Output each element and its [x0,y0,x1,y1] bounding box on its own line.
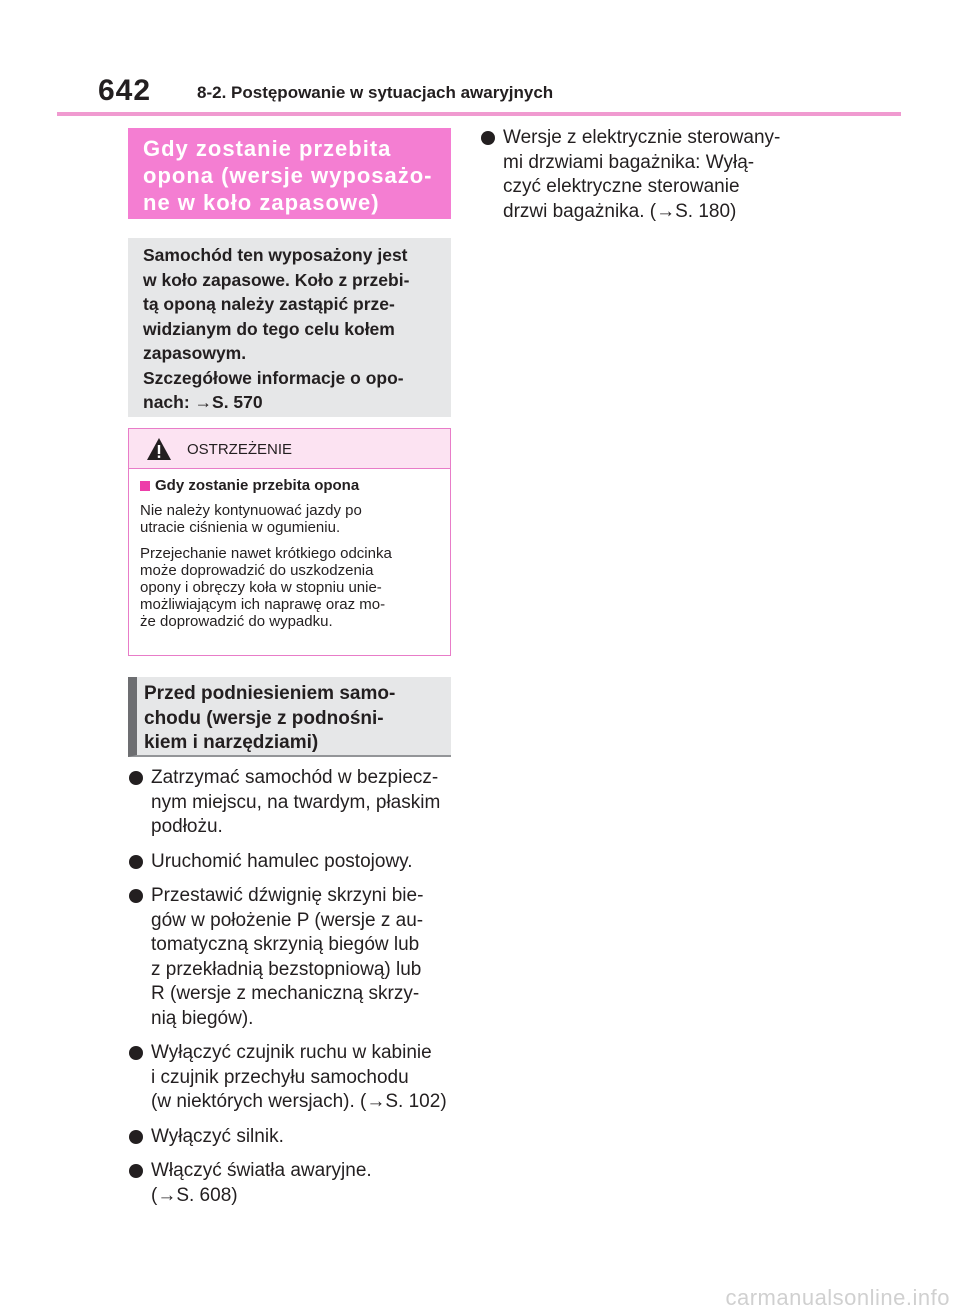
right-steps-list [480,126,840,234]
list-item [128,1041,458,1115]
list-item [128,884,458,1031]
bullet-icon [129,1046,143,1060]
chapter-title: 8-2. Postępowanie w sytuacjach awaryjnych [197,83,554,102]
section-heading-lifting: Przed podniesieniem samo- chodu (wersje z podnośni- kiem i narzędziami) [128,677,451,757]
warning-paragraph: Nie należy kontynuować jazdy po utracie ciśnienia w ogumieniu. [140,502,362,536]
warning-title: OSTRZEŻENIE [187,441,293,458]
list-item-text: Wyłączyć silnik. [151,1125,284,1147]
bullet-icon [481,131,495,145]
list-item [480,126,840,224]
header-divider [57,112,901,116]
bullet-icon [129,1130,143,1144]
square-bullet-icon [140,481,150,491]
bullet-icon [129,889,143,903]
section-heading-spare-wheel: Gdy zostanie przebita opona (wersje wyposażo- ne w koło zapasowe) [128,128,451,219]
warning-subtitle-text: Gdy zostanie przebita opona [155,477,360,494]
list-item [128,1159,458,1208]
list-item [128,766,458,840]
list-item-text: Przestawić dźwignię skrzyni bie- gów w położenie P (wersje z au- tomatyczną skrzynią biegów lub z przekładnią bezstopniową) lub R (wersje z mechaniczną skrzy- nią biegów). [151,885,424,1029]
list-item-text: Wersje z elektrycznie sterowany- mi drzwiami bagażnika: Wyłą- czyć elektryczne sterowanie drzwi bagażnika. (→S. 180) [503,127,781,222]
bullet-icon [129,855,143,869]
steps-list [128,766,458,1218]
list-item [128,850,458,875]
page-number: 642 [98,74,152,107]
bullet-icon [129,1164,143,1178]
list-item-text: Włączyć światła awaryjne. (→S. 608) [151,1160,372,1206]
warning-header [129,429,450,469]
info-paragraph: Samochód ten wyposażony jest w koło zapasowe. Koło z przebi- tą oponą należy zastąpić prze- widzianym do tego celu kołem zapasowym. [143,245,410,363]
warning-triangle-icon [146,437,172,461]
list-item-text: Uruchomić hamulec postojowy. [151,850,413,872]
warning-subtitle [140,477,441,494]
warning-body [129,469,450,630]
info-box [128,238,451,417]
warning-box [128,428,451,656]
list-item-text: Zatrzymać samochód w bezpiecz- nym miejscu, na twardym, płaskim podłożu. [151,767,441,837]
warning-paragraph: Przejechanie nawet krótkiego odcinka może doprowadzić do uszkodzenia opony i obręczy koła w stopniu unie- możliwiającym ich naprawę oraz mo- że doprowadzić do wypadku. [140,545,392,630]
info-paragraph-reference: Szczegółowe informacje o opo- nach: →S. 570 [143,367,404,412]
bullet-icon [129,771,143,785]
list-item [128,1125,458,1150]
watermark: carmanualsonline.info [725,1285,950,1310]
list-item-text: Wyłączyć czujnik ruchu w kabinie i czujnik przechyłu samochodu (w niektórych wersjach). (→S. 102) [151,1042,447,1112]
